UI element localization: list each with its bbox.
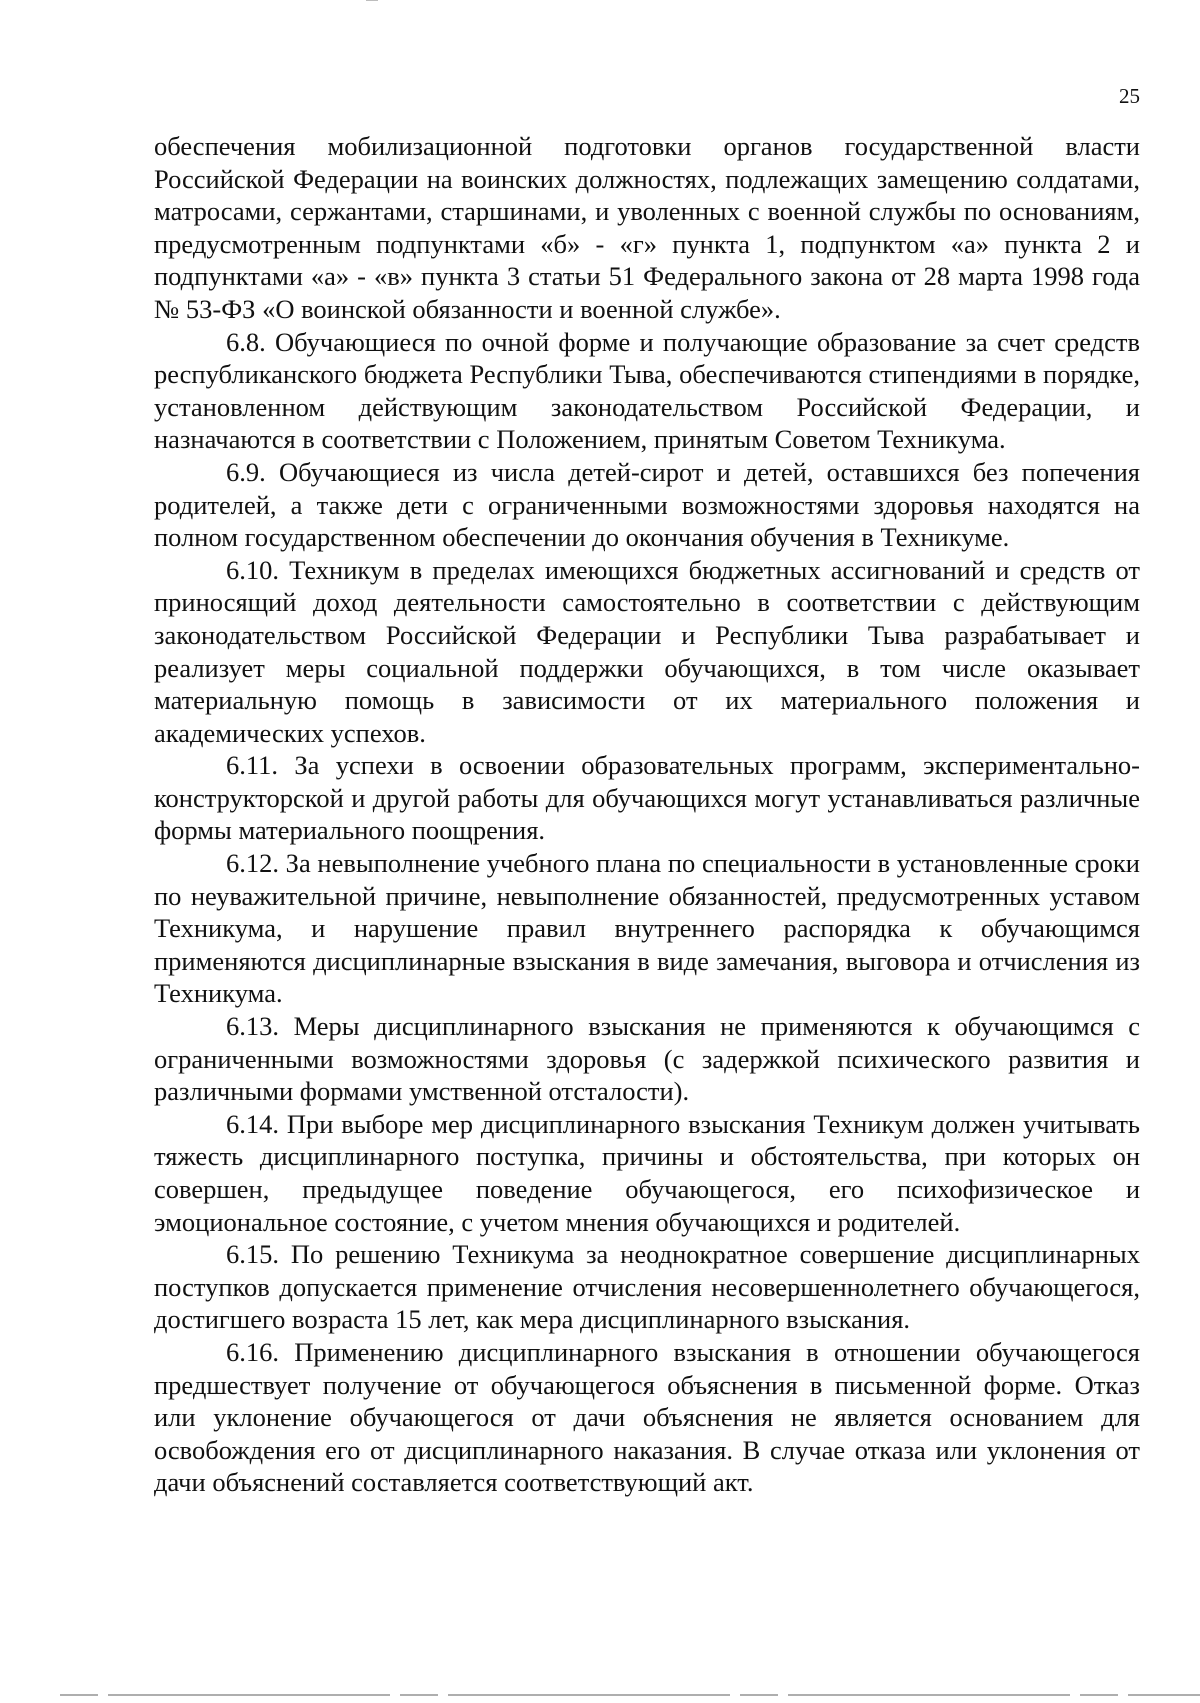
- paragraph-6-12: 6.12. За невыполнение учебного плана по специальности в установленные сроки по неуважительной причине, невыполнение обязанностей, предусмотренных уставом Техникума, и нарушение правил внутреннего распорядка к обучающимся применяются дисциплинарные взыскания в виде замечания, выговора и отчисления из Техникума.: [154, 848, 1140, 1009]
- paragraph-continuation: обеспечения мобилизационной подготовки органов государственной власти Российской Федерации на воинских должностях, подлежащих замещению солдатами, матросами, сержантами, старшинами, и уволенных с военной службы по основаниям, предусмотренным подпунктами «б» - «г» пункта 1, подпунктом «а» пункта 2 и подпунктами «а» - «в» пункта 3 статьи 51 Федерального закона от 28 марта 1998 года № 53-ФЗ «О воинской обязанности и военной службе».: [154, 131, 1140, 324]
- paragraph-6-9: 6.9. Обучающиеся из числа детей-сирот и детей, оставшихся без попечения родителей, а также дети с ограниченными возможностями здоровья находятся на полном государственном обеспечении до окончания обучения в Техникуме.: [154, 456, 1140, 553]
- paragraph-6-11: 6.11. За успехи в освоении образовательных программ, экспериментально-конструкторской и другой работы для обучающихся могут устанавливаться различные формы материального поощрения.: [154, 750, 1140, 846]
- page-number: 25: [1119, 84, 1140, 108]
- paragraph-6-16: 6.16. Применению дисциплинарного взыскания в отношении обучающегося предшествует получение от обучающегося объяснения в письменной форме. Отказ или уклонение обучающегося от дачи объяснения не является основанием для освобождения его от дисциплинарного наказания. В случае отказа или уклонения от дачи объяснений составляется соответствующий акт.: [154, 1336, 1140, 1498]
- paragraph-6-15: 6.15. По решению Техникума за неоднократное совершение дисциплинарных поступков допускается применение отчисления несовершеннолетнего обучающегося, достигшего возраста 15 лет, как мера дисциплинарного взыскания.: [154, 1239, 1140, 1335]
- paragraph-6-10: 6.10. Техникум в пределах имеющихся бюджетных ассигнований и средств от приносящий доход деятельности самостоятельно в соответствии с действующим законодательством Российской Федерации и Республики Тыва разрабатывает и реализует меры социальной поддержки обучающихся, в том числе оказывает материальную помощь в зависимости от их материального положения и академических успехов.: [154, 554, 1140, 748]
- paragraph-6-14: 6.14. При выборе мер дисциплинарного взыскания Техникум должен учитывать тяжесть дисциплинарного поступка, причины и обстоятельства, при которых он совершен, предыдущее поведение обучающегося, его психофизическое и эмоциональное состояние, с учетом мнения обучающихся и родителей.: [154, 1108, 1140, 1237]
- paragraph-6-13: 6.13. Меры дисциплинарного взыскания не применяются к обучающимся с ограниченными возможностями здоровья (с задержкой психического развития и различными формами умственной отсталости).: [154, 1011, 1140, 1107]
- paragraph-6-8: 6.8. Обучающиеся по очной форме и получающие образование за счет средств республиканского бюджета Республики Тыва, обеспечиваются стипендиями в порядке, установленном действующим законодательством Российской Федерации, и назначаются в соответствии с Положением, принятым Советом Техникума.: [154, 326, 1140, 455]
- document-body: [154, 130, 1140, 1499]
- scan-bottom-edge: [60, 1694, 1200, 1696]
- scan-artifact-mark: [366, 0, 378, 1]
